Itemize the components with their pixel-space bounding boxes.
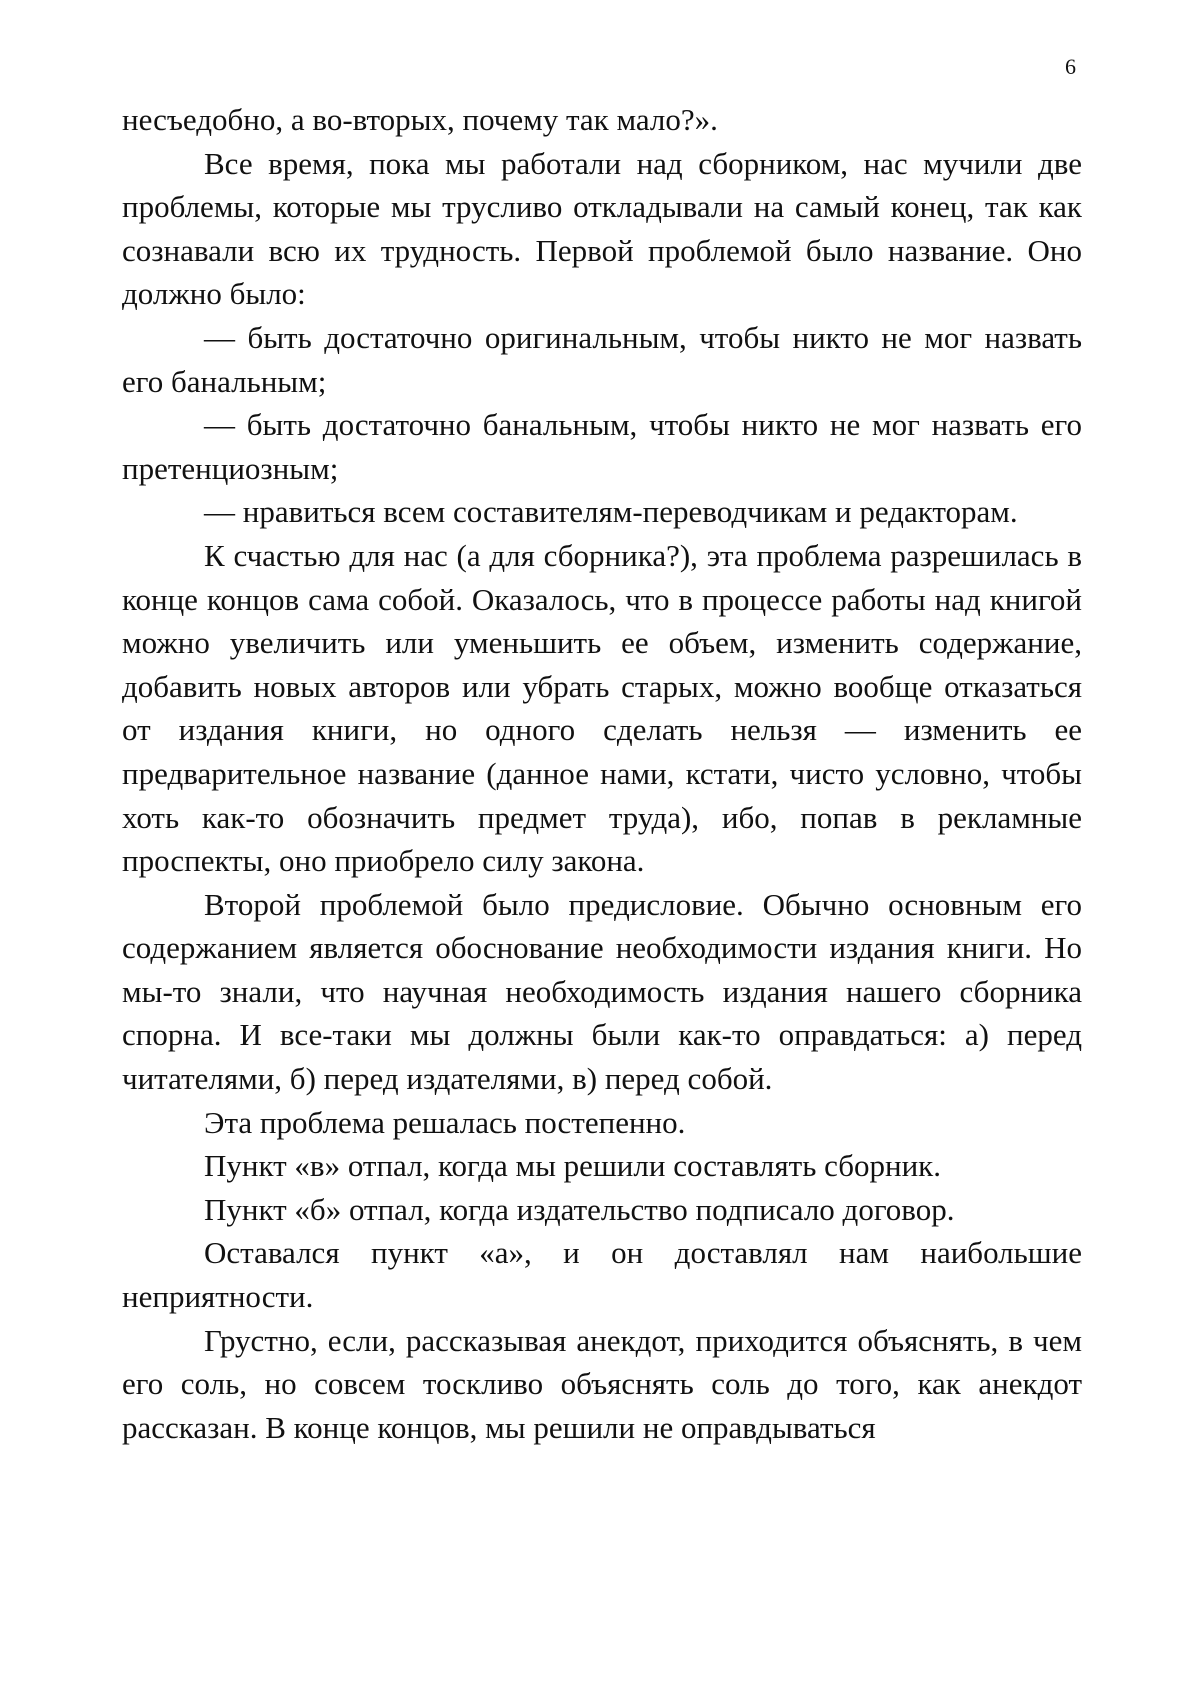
list-item-banal: — быть достаточно банальным, чтобы никто не мог назвать его претенциозным; [122, 407, 1082, 486]
paragraph-continuation: несъедобно, а во-вторых, почему так мало?». [122, 102, 718, 137]
list-item-original: — быть достаточно оригинальным, чтобы никто не мог назвать его банальным; [122, 319, 1082, 399]
list-item-please-editors: — нравиться всем составителям-переводчикам и редакторам. [204, 494, 1018, 530]
body-text [122, 98, 1082, 1449]
paragraph-title-problem: Все время, пока мы работали над сборником, нас мучили две проблемы, которые мы трусливо откладывали на самый конец, так как сознавали всю их трудность. Первой проблемой было название. Оно должно было: [122, 145, 1082, 312]
paragraph-preface-problem: Второй проблемой было предисловие. Обычно основным его содержанием является обоснование необходимости издания книги. Но мы-то знали, что научная необходимость издания нашего сборника спорна. И все-таки мы должны были как-то оправдаться: а) перед читателями, б) перед издателями, в) перед собой. [122, 886, 1082, 1097]
paragraph-point-a: Оставался пункт «а», и он доставлял нам наибольшие неприятности. [122, 1235, 1082, 1315]
paragraph-anecdote: Грустно, если, рассказывая анекдот, приходится объяснять, в чем его соль, но совсем тоскливо объяснять соль до того, как анекдот рассказан. В конце концов, мы решили не оправдываться [122, 1322, 1082, 1445]
page-number: 6 [1065, 54, 1076, 79]
paragraph-point-b: Пункт «б» отпал, когда издательство подписало договор. [204, 1191, 955, 1227]
paragraph-title-resolved: К счастью для нас (а для сборника?), эта проблема разрешилась в конце концов сама собой. Оказалось, что в процессе работы над книгой можно увеличить или уменьшить ее объем, изменить содержание, добавить новых авторов или убрать старых, можно вообще отказаться от издания книги, но одного сделать нельзя — изменить ее предварительное название (данное нами, кстати, чисто условно, чтобы хоть как-то обозначить предмет труда), ибо, попав в рекламные проспекты, оно приобрело силу закона. [122, 537, 1082, 879]
paragraph-point-v: Пункт «в» отпал, когда мы решили составлять сборник. [204, 1148, 941, 1184]
paragraph-gradual-solution: Эта проблема решалась постепенно. [204, 1104, 686, 1140]
